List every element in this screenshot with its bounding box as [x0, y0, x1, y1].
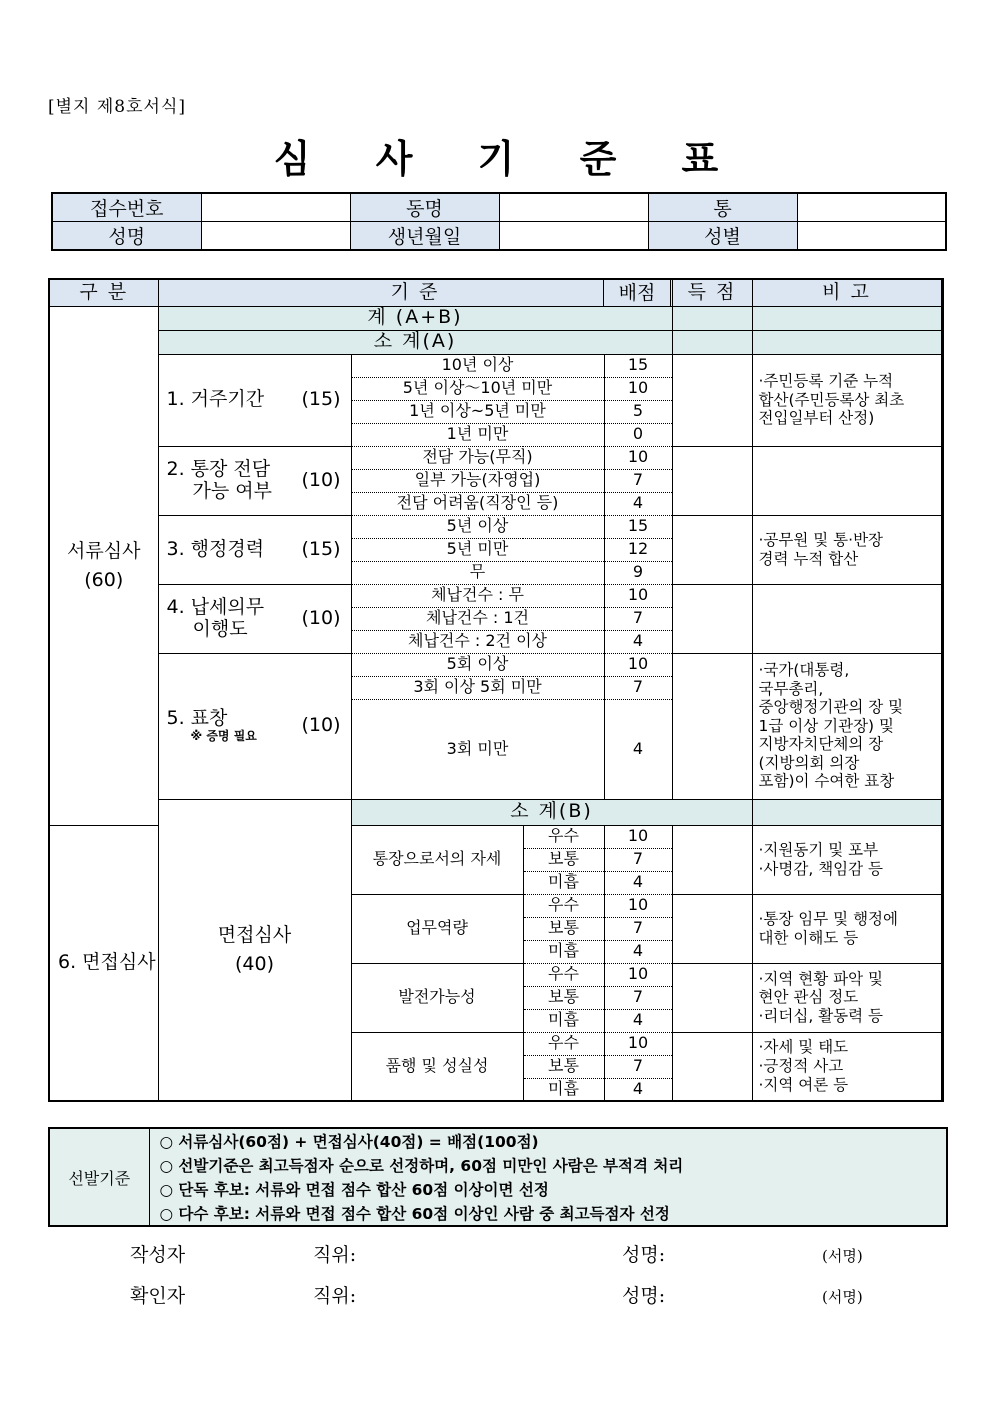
grade-label: 미흡: [523, 1078, 604, 1101]
criterion-points: 10: [604, 377, 672, 400]
grade-points: 4: [604, 1009, 672, 1032]
interview-category: [158, 799, 351, 1101]
document-title: 심 사 기 준 표: [273, 136, 745, 181]
item-tax-compliance: 4. 납세의무 이행도 (10): [158, 584, 351, 653]
criterion-points: 10: [604, 446, 672, 469]
grade-label: 보통: [523, 848, 604, 871]
score-cell[interactable]: [672, 584, 752, 653]
criterion-text: 체납건수 : 1건: [351, 607, 604, 630]
birth-field[interactable]: [499, 222, 648, 251]
score-cell[interactable]: [672, 515, 752, 584]
item-interview: 6. 면접심사: [49, 825, 158, 1101]
score-cell[interactable]: [672, 446, 752, 515]
doc-review-points: (60): [84, 568, 124, 591]
total-remarks: [752, 306, 941, 330]
criterion-text: 5회 이상: [351, 653, 604, 676]
tong-label: 통: [648, 193, 797, 222]
doc-review-category: [49, 306, 158, 825]
interview-points: (40): [234, 952, 274, 975]
grade-points: 7: [604, 1055, 672, 1078]
interview-section: 발전가능성: [351, 963, 523, 1032]
remarks-cell: ·국가(대통령, 국무총리, 중앙행정기관의 장 및 1급 이상 기관장) 및 지방자치단체의 장 (지방의회 의장 포함)이 수여한 표창: [752, 653, 941, 799]
criterion-text: 1년 이상~5년 미만: [351, 400, 604, 423]
subtotal-a-remarks: [752, 330, 941, 354]
tong-field[interactable]: [797, 193, 946, 222]
grade-points: 4: [604, 871, 672, 894]
grade-points: 7: [604, 917, 672, 940]
receipt-no-field[interactable]: [201, 193, 350, 222]
interview-section: 품행 및 성실성: [351, 1032, 523, 1101]
criterion-text: 일부 가능(자영업): [351, 469, 604, 492]
author-role: 작성자: [130, 1244, 186, 1266]
grade-points: 7: [604, 848, 672, 871]
item-residence-period: 1. 거주기간 (15): [158, 354, 351, 446]
criterion-text: 무: [351, 561, 604, 584]
birth-label: 생년월일: [350, 222, 499, 251]
allot-header: 배점: [603, 280, 671, 306]
selection-label: 선발기준: [49, 1128, 149, 1226]
criterion-text: 전담 가능(무직): [351, 446, 604, 469]
selection-rule: ○ 선발기준은 최고득점자 순으로 선정하며, 60점 미만인 사람은 부적격 처리: [149, 1153, 947, 1177]
item-admin-experience: 3. 행정경력 (15): [158, 515, 351, 584]
selection-rule: ○ 다수 후보: 서류와 면접 점수 합산 60점 이상인 사람 중 최고득점자 선정: [149, 1201, 947, 1226]
criterion-text: 체납건수 : 무: [351, 584, 604, 607]
remarks-cell: [752, 446, 941, 515]
selection-criteria-table: [48, 1127, 948, 1227]
criterion-points: 4: [604, 699, 672, 799]
criterion-points: 0: [604, 423, 672, 446]
remarks-cell: ·지원동기 및 포부 ·사명감, 책임감 등: [752, 825, 941, 894]
applicant-info-table: [51, 192, 947, 251]
score-cell[interactable]: [672, 1032, 752, 1101]
grade-label: 보통: [523, 1055, 604, 1078]
criterion-text: 3회 미만: [351, 699, 604, 799]
item-dedication: 2. 통장 전담 가능 여부 (10): [158, 446, 351, 515]
form-number: [별지 제8호서식]: [48, 97, 187, 117]
grade-label: 우수: [523, 825, 604, 848]
criterion-text: 5년 이상～10년 미만: [351, 377, 604, 400]
grade-points: 10: [604, 894, 672, 917]
grade-label: 보통: [523, 917, 604, 940]
criteria-header: 기 준: [158, 279, 672, 306]
criterion-points: 15: [604, 354, 672, 377]
grade-label: 미흡: [523, 1009, 604, 1032]
total-score[interactable]: [672, 306, 752, 330]
interview-section: 업무역량: [351, 894, 523, 963]
grade-points: 10: [604, 963, 672, 986]
score-cell[interactable]: [672, 894, 752, 963]
doc-review-label: 서류심사: [67, 540, 141, 562]
interview-section: 통장으로서의 자세: [351, 825, 523, 894]
receipt-no-label: 접수번호: [52, 193, 201, 222]
grade-points: 7: [604, 986, 672, 1009]
verifier-name: 성명:: [622, 1285, 666, 1307]
score-cell[interactable]: [672, 354, 752, 446]
author-name: 성명:: [622, 1244, 666, 1266]
criterion-points: 7: [604, 469, 672, 492]
grade-label: 우수: [523, 963, 604, 986]
criterion-text: 3회 이상 5회 미만: [351, 676, 604, 699]
category-header: 구 분: [49, 279, 158, 306]
remarks-cell: ·주민등록 기준 누적 합산(주민등록상 최초 전입일부터 산정): [752, 354, 941, 446]
subtotal-b-score[interactable]: [752, 799, 941, 825]
gender-field[interactable]: [797, 222, 946, 251]
selection-rule: ○ 서류심사(60점) + 면접심사(40점) = 배점(100점): [149, 1128, 947, 1153]
author-sign[interactable]: (서명): [822, 1247, 863, 1265]
verifier-position: 직위:: [313, 1285, 357, 1307]
criterion-text: 전담 어려움(직장인 등): [351, 492, 604, 515]
grade-points: 4: [604, 940, 672, 963]
interview-label: 면접심사: [217, 924, 292, 947]
criterion-points: 9: [604, 561, 672, 584]
criterion-text: 5년 이상: [351, 515, 604, 538]
grade-label: 미흡: [523, 940, 604, 963]
total-row: 계 (A+B): [158, 306, 672, 330]
remarks-cell: ·통장 임무 및 행정에 대한 이해도 등: [752, 894, 941, 963]
dong-field[interactable]: [499, 193, 648, 222]
criterion-points: 5: [604, 400, 672, 423]
item-commendation: 5. 표창 ※ 증명 필요 (10): [158, 653, 351, 799]
verifier-sign[interactable]: (서명): [822, 1288, 863, 1306]
grade-label: 미흡: [523, 871, 604, 894]
criterion-points: 15: [604, 515, 672, 538]
criterion-text: 5년 미만: [351, 538, 604, 561]
criterion-points: 12: [604, 538, 672, 561]
score-cell[interactable]: [672, 653, 752, 799]
evaluation-criteria-table: [48, 278, 944, 1102]
selection-rule: ○ 단독 후보: 서류와 면접 점수 합산 60점 이상이면 선정: [149, 1177, 947, 1201]
criterion-points: 10: [604, 653, 672, 676]
dong-label: 동명: [350, 193, 499, 222]
subtotal-a-row: 소 계(A): [158, 330, 672, 354]
criterion-points: 4: [604, 492, 672, 515]
name-label: 성명: [52, 222, 201, 251]
grade-label: 보통: [523, 986, 604, 1009]
subtotal-b-remarks: [941, 799, 943, 825]
criterion-text: 체납건수 : 2건 이상: [351, 630, 604, 653]
grade-label: 우수: [523, 894, 604, 917]
criterion-text: 10년 이상: [351, 354, 604, 377]
subtotal-b-row: 소 계(B): [351, 799, 752, 825]
subtotal-a-score[interactable]: [672, 330, 752, 354]
grade-points: 10: [604, 1032, 672, 1055]
name-field[interactable]: [201, 222, 350, 251]
remarks-cell: ·공무원 및 통·반장 경력 누적 합산: [752, 515, 941, 584]
criterion-points: 4: [604, 630, 672, 653]
criterion-points: 7: [604, 607, 672, 630]
criterion-points: 10: [604, 584, 672, 607]
verifier-role: 확인자: [130, 1285, 186, 1307]
grade-label: 우수: [523, 1032, 604, 1055]
remarks-cell: ·자세 및 태도 ·긍정적 사고 ·지역 여론 등: [752, 1032, 941, 1101]
score-cell[interactable]: [672, 963, 752, 1032]
author-position: 직위:: [313, 1244, 357, 1266]
score-cell[interactable]: [672, 825, 752, 894]
grade-points: 4: [604, 1078, 672, 1101]
remarks-cell: ·지역 현황 파악 및 현안 관심 정도 ·리더십, 활동력 등: [752, 963, 941, 1032]
score-header: 득 점: [672, 279, 752, 306]
gender-label: 성별: [648, 222, 797, 251]
remarks-header: 비 고: [752, 279, 941, 306]
grade-points: 10: [604, 825, 672, 848]
remarks-cell: [752, 584, 941, 653]
criterion-text: 1년 미만: [351, 423, 604, 446]
criterion-points: 7: [604, 676, 672, 699]
